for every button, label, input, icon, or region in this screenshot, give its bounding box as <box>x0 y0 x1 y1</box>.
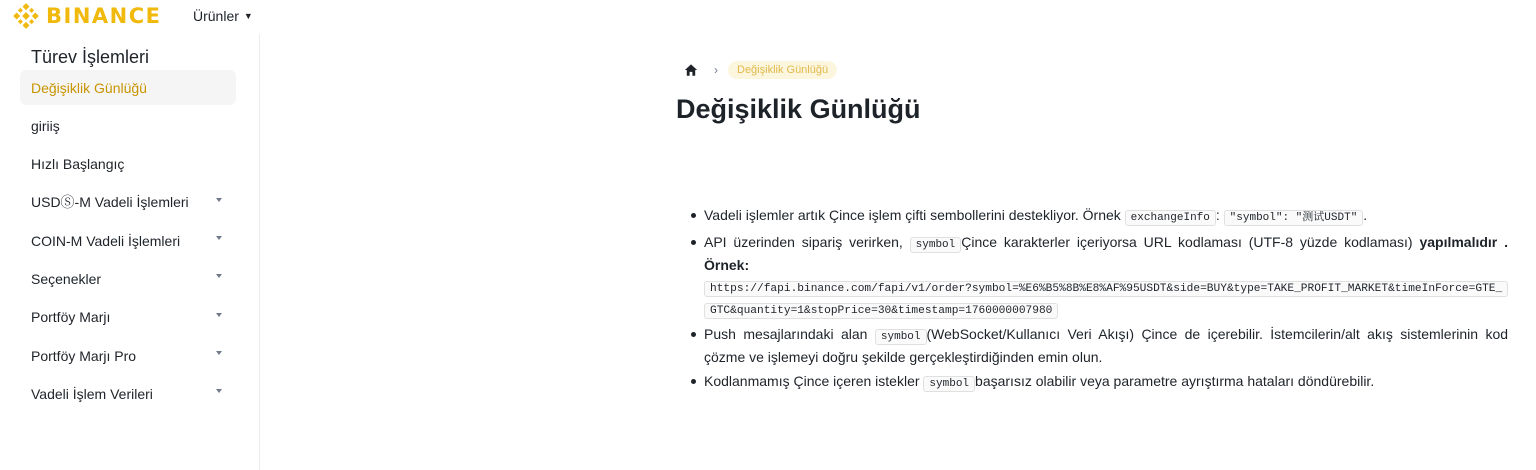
sidebar-item-coin-m-futures[interactable] <box>20 223 236 258</box>
sidebar <box>0 34 260 470</box>
products-label: Ürünler <box>193 8 239 24</box>
sidebar-item-label: Seçenekler <box>31 270 102 287</box>
top-nav <box>0 0 1536 34</box>
end-text: . <box>1363 207 1368 223</box>
code-symbol-example: "symbol": "测试USDT" <box>1224 210 1364 226</box>
bullet-text: başarısız olabilir veya parametre ayrıştırma hataları döndürebilir. <box>975 373 1375 389</box>
sidebar-item-usds-m-futures[interactable] <box>20 185 236 220</box>
expand-arrow-icon[interactable] <box>216 236 222 240</box>
sidebar-item-label: Değişiklik Günlüğü <box>31 79 147 96</box>
code-example-url: https://fapi.binance.com/fapi/v1/order?symbol=%E6%B5%8B%E8%AF%95USDT&side=BUY&type=TAKE_PROFIT_MARKET&timeInForce=GTE_GTC&quantity=1&stopPrice=30&timestamp=1760000007980 <box>704 281 1508 319</box>
code-exchange-info: exchangeInfo <box>1125 210 1216 226</box>
changelog-list <box>690 205 1508 394</box>
sidebar-list <box>20 70 236 415</box>
sidebar-item-changelog[interactable] <box>20 70 236 105</box>
bullet-text: API üzerinden sipariş verirken, <box>704 234 903 250</box>
bullet-text: Push mesajlarındaki alan <box>704 326 868 342</box>
sidebar-item-label: Vadeli İşlem Verileri <box>31 385 153 402</box>
sidebar-item-portfolio-margin[interactable] <box>20 300 236 335</box>
list-item <box>690 232 1508 320</box>
sidebar-item-label: Hızlı Başlangıç <box>31 156 125 173</box>
binance-logo-icon <box>12 2 40 30</box>
sidebar-item-label: Portföy Marjı <box>31 309 111 326</box>
expand-arrow-icon[interactable] <box>216 351 222 355</box>
list-item <box>690 324 1508 367</box>
home-icon[interactable] <box>684 63 698 77</box>
sidebar-item-intro[interactable] <box>20 108 236 143</box>
example-label: Örnek: <box>704 257 750 273</box>
code-symbol: symbol <box>923 376 975 392</box>
list-item <box>690 371 1508 394</box>
breadcrumb <box>684 59 837 81</box>
breadcrumb-current: Değişiklik Günlüğü <box>728 61 837 79</box>
sidebar-title: Türev İşlemleri <box>31 47 150 67</box>
sidebar-item-futures-data[interactable] <box>20 376 236 411</box>
caret-down-icon: ▼ <box>243 11 253 21</box>
sidebar-item-label: USDⓈ-M Vadeli İşlemleri <box>31 194 189 211</box>
sidebar-item-label: giriiş <box>31 117 60 134</box>
expand-arrow-icon[interactable] <box>216 389 222 393</box>
bullet-text: Çince karakterler içeriyorsa URL kodlaması (UTF-8 yüzde kodlaması) <box>961 234 1413 250</box>
sidebar-item-label: COIN-M Vadeli İşlemleri <box>31 232 181 249</box>
list-item <box>690 205 1508 228</box>
bullet-text: Kodlanmamış Çince içeren istekler <box>704 373 920 389</box>
bullet-text: (WebSocket/Kullanıcı Veri Akışı) Çince de içerebilir. İstemcilerin/alt akış sistemlerinin kod çözme ve işlemeyi doğru şekilde gerçekleştirdiğinden emin olun. <box>704 326 1509 365</box>
products-menu[interactable] <box>193 8 253 24</box>
code-symbol: symbol <box>875 329 927 345</box>
bold-text: yapılmalıdır . <box>1419 234 1509 250</box>
sidebar-item-label: Portföy Marjı Pro <box>31 347 137 364</box>
binance-logo[interactable] <box>12 4 161 28</box>
sidebar-item-portfolio-margin-pro[interactable] <box>20 338 236 373</box>
page-title: Değişiklik Günlüğü <box>676 94 921 124</box>
bullet-text: Vadeli işlemler artık Çince işlem çifti sembollerini destekliyor. Örnek <box>704 207 1121 223</box>
sidebar-item-quick-start[interactable] <box>20 147 236 182</box>
code-symbol: symbol <box>910 237 962 253</box>
brand-name: BINANCE <box>46 4 162 28</box>
expand-arrow-icon[interactable] <box>216 274 222 278</box>
sidebar-item-options[interactable] <box>20 261 236 296</box>
changelog-content <box>690 205 1508 398</box>
expand-arrow-icon[interactable] <box>216 313 222 317</box>
expand-arrow-icon[interactable] <box>216 198 222 202</box>
url-block <box>690 276 1508 320</box>
separator-text: : <box>1215 207 1220 223</box>
chevron-right-icon: › <box>714 63 718 77</box>
